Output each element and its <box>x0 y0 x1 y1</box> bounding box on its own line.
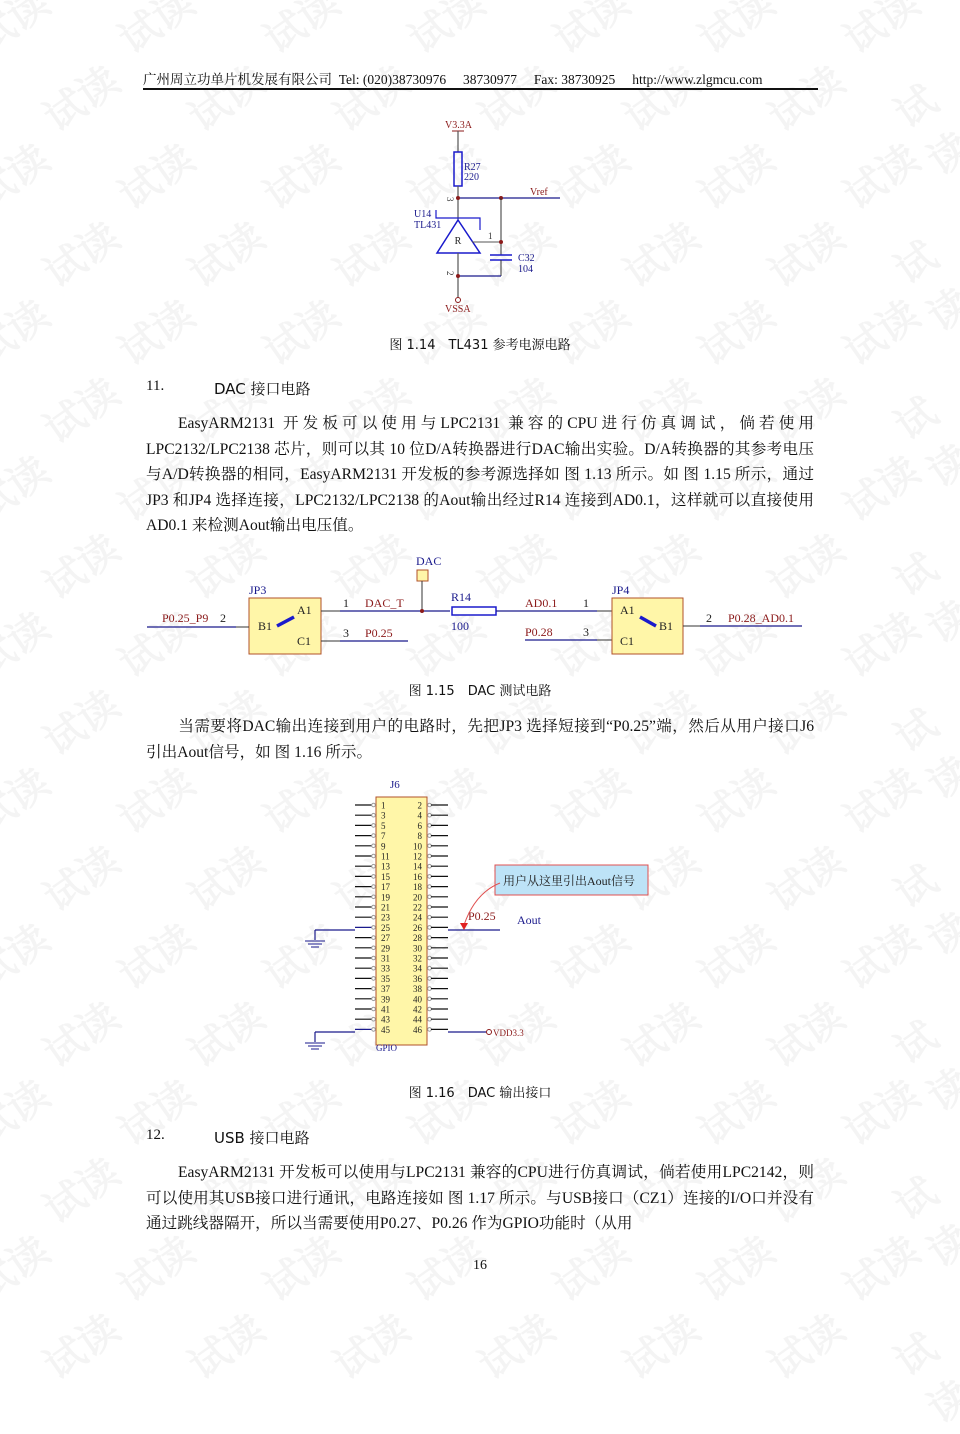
watermark-text <box>756 986 854 1079</box>
svg-text:45: 45 <box>381 1024 390 1035</box>
section-11-number: 11. <box>146 378 165 394</box>
svg-text:R: R <box>454 236 462 247</box>
watermark-text <box>106 0 204 65</box>
watermark-text <box>831 128 929 221</box>
svg-text:1: 1 <box>343 596 349 610</box>
svg-text:13: 13 <box>381 861 390 872</box>
watermark-text <box>611 50 709 143</box>
watermark-text <box>0 1064 59 1157</box>
svg-text:9: 9 <box>381 841 386 852</box>
watermark-text <box>31 830 129 923</box>
svg-text:220: 220 <box>464 172 479 183</box>
watermark-text <box>176 986 274 1079</box>
svg-text:U14: U14 <box>414 209 432 220</box>
watermark-text <box>0 128 59 221</box>
svg-text:1: 1 <box>381 800 386 811</box>
watermark-text <box>611 1298 709 1391</box>
svg-text:30: 30 <box>413 943 422 954</box>
section-12-paragraph: EasyARM2131 开发板可以使用与LPC2131 兼容的CPU进行仿真调试，倘若使用LPC2142，则可以使用其USB接口进行通讯，电路连接如 图 1.17 所示。与USB接口（CZ1）连接的I/O口并没有通过跳线器隔开，所以当需要使用P0.27、P0.26 作为GPIO功能时（从用 <box>146 1164 814 1232</box>
resistor-r27 <box>454 152 462 186</box>
svg-text:21: 21 <box>381 902 390 913</box>
header-company: 广州周立功单片机发展有限公司 <box>143 72 332 87</box>
svg-text:3: 3 <box>445 197 455 202</box>
svg-text:46: 46 <box>413 1024 422 1035</box>
watermark-text <box>176 830 274 923</box>
svg-text:2: 2 <box>220 611 226 625</box>
page-number: 16 <box>473 1258 487 1273</box>
svg-text:25: 25 <box>381 922 390 933</box>
watermark-text <box>251 0 349 65</box>
watermark-text <box>882 1000 960 1122</box>
watermark-text <box>31 50 129 143</box>
watermark-text <box>0 752 59 845</box>
svg-text:26: 26 <box>413 922 422 933</box>
section-12-number: 12. <box>146 1127 165 1143</box>
watermark-text <box>0 284 59 377</box>
page-header <box>143 68 818 88</box>
svg-text:GPIO: GPIO <box>376 1043 398 1053</box>
svg-text:14: 14 <box>413 861 422 872</box>
svg-text:C1: C1 <box>620 634 635 648</box>
svg-text:用户从这里引出Aout信号: 用户从这里引出Aout信号 <box>503 874 636 888</box>
svg-text:11: 11 <box>381 851 390 862</box>
watermark-text <box>686 752 784 845</box>
svg-text:104: 104 <box>518 264 533 275</box>
svg-text:DAC_T: DAC_T <box>365 596 404 610</box>
svg-text:1: 1 <box>583 596 589 610</box>
svg-text:R27: R27 <box>464 162 481 173</box>
svg-text:10: 10 <box>413 841 422 852</box>
watermark-text <box>882 220 960 342</box>
svg-text:36: 36 <box>413 973 422 984</box>
watermark-text <box>541 1064 639 1157</box>
svg-text:Aout: Aout <box>517 913 541 927</box>
svg-text:AD0.1: AD0.1 <box>525 596 558 610</box>
svg-text:C1: C1 <box>297 634 312 648</box>
watermark-text <box>31 362 129 455</box>
svg-text:3: 3 <box>583 625 589 639</box>
svg-text:29: 29 <box>381 943 390 954</box>
svg-text:16: 16 <box>413 871 422 882</box>
watermark-text <box>396 0 494 65</box>
figure-1-16-caption: 图 1.16 DAC 输出接口 <box>408 1086 552 1101</box>
svg-text:44: 44 <box>413 1014 422 1025</box>
watermark-text <box>176 1298 274 1391</box>
svg-text:5: 5 <box>381 820 386 831</box>
header-url[interactable]: http://www.zlgmcu.com <box>632 72 763 87</box>
svg-text:1: 1 <box>488 231 493 241</box>
svg-text:20: 20 <box>413 892 422 903</box>
watermark-text <box>611 206 709 299</box>
header-tel2: 38730977 <box>463 72 518 87</box>
watermark-text <box>831 440 929 533</box>
svg-text:39: 39 <box>381 994 390 1005</box>
svg-text:32: 32 <box>413 953 422 964</box>
svg-text:P0.28_AD0.1: P0.28_AD0.1 <box>728 611 795 625</box>
watermark-text <box>106 128 204 221</box>
svg-text:8: 8 <box>417 831 422 842</box>
watermark-text <box>686 128 784 221</box>
arrow-icon <box>460 923 468 930</box>
svg-text:P0.28: P0.28 <box>525 625 553 639</box>
svg-text:R14: R14 <box>451 590 472 604</box>
svg-text:33: 33 <box>381 963 390 974</box>
svg-text:41: 41 <box>381 1004 390 1015</box>
watermark-text <box>0 908 59 1001</box>
test-point-dac <box>417 570 428 581</box>
watermark-text <box>0 440 59 533</box>
watermark-text <box>686 908 784 1001</box>
svg-text:40: 40 <box>413 994 422 1005</box>
svg-text:12: 12 <box>413 851 422 862</box>
svg-text:B1: B1 <box>659 619 674 633</box>
watermark-text <box>466 1298 564 1391</box>
svg-text:6: 6 <box>417 820 422 831</box>
watermark-text <box>176 206 274 299</box>
watermark-text <box>686 1064 784 1157</box>
section-11-paragraph: EasyARM2131 开发板可以使用与LPC2131 兼容的CPU进行仿真调试，倘若使用LPC2132/LPC2138 芯片，则可以其 10 位D/A转换器进行DAC输出实验。D/A转换器的其参考电压与A/D转换器的相同，EasyARM2131 开发板的参考源选择如 图 1.13 所示。如 图 1.15 所示，通过JP3 和JP4 选择连接，LPC2132/LPC2138 的Aout输出经过R14 连接到AD0.1，这样就可以直接使用AD0.1 来检测Aout输出电压值。 <box>146 415 814 534</box>
watermark-text <box>251 128 349 221</box>
svg-text:17: 17 <box>381 882 390 893</box>
net-vref: Vref <box>530 187 548 198</box>
svg-text:VDD3.3: VDD3.3 <box>493 1028 524 1038</box>
section-11-title: DAC 接口电路 <box>214 380 311 398</box>
svg-text:43: 43 <box>381 1014 390 1025</box>
svg-text:37: 37 <box>381 984 390 995</box>
watermark-text <box>756 206 854 299</box>
net-vssa: VSSA <box>445 304 471 315</box>
svg-text:7: 7 <box>381 831 386 842</box>
watermark-text <box>831 0 929 65</box>
watermark-text <box>831 908 929 1001</box>
figure-1-15-caption: 图 1.15 DAC 测试电路 <box>408 684 552 699</box>
svg-text:C32: C32 <box>518 253 535 264</box>
figure-1-14-schematic <box>400 112 580 322</box>
watermark-text <box>831 596 929 689</box>
figure-1-16-schematic <box>300 775 660 1060</box>
svg-text:2: 2 <box>445 271 455 276</box>
svg-text:18: 18 <box>413 882 422 893</box>
watermark-text <box>106 908 204 1001</box>
svg-text:JP3: JP3 <box>249 583 267 597</box>
svg-text:JP4: JP4 <box>612 583 630 597</box>
resistor-r14 <box>452 607 496 615</box>
svg-text:34: 34 <box>413 963 422 974</box>
watermark-text <box>831 752 929 845</box>
svg-text:23: 23 <box>381 912 390 923</box>
svg-text:2: 2 <box>417 800 422 811</box>
watermark-text <box>882 1312 960 1434</box>
svg-text:B1: B1 <box>258 619 273 633</box>
watermark-text <box>31 1142 129 1235</box>
svg-text:27: 27 <box>381 933 390 944</box>
svg-text:31: 31 <box>381 953 390 964</box>
watermark-text <box>686 284 784 377</box>
watermark-text <box>31 518 129 611</box>
svg-text:2: 2 <box>706 611 712 625</box>
watermark-text <box>882 376 960 498</box>
watermark-text <box>0 596 59 689</box>
watermark-text <box>756 1298 854 1391</box>
svg-text:P0.25: P0.25 <box>468 909 496 923</box>
svg-text:24: 24 <box>413 912 422 923</box>
ground-icon <box>305 941 325 947</box>
watermark-text <box>831 1064 929 1157</box>
figure-1-14-caption: 图 1.14 TL431 参考电源电路 <box>389 338 571 353</box>
svg-text:3: 3 <box>343 626 349 640</box>
watermark-text <box>882 688 960 810</box>
svg-text:28: 28 <box>413 933 422 944</box>
figure-1-15-schematic <box>140 550 820 665</box>
svg-text:TL431: TL431 <box>414 220 442 231</box>
watermark-text <box>31 1298 129 1391</box>
watermark-text <box>882 64 960 186</box>
watermark-text <box>106 284 204 377</box>
watermark-text <box>756 50 854 143</box>
watermark-text <box>882 532 960 654</box>
svg-text:3: 3 <box>381 810 386 821</box>
watermark-text <box>686 0 784 65</box>
ground-icon <box>305 1043 325 1049</box>
test-point-dac-label: DAC <box>416 554 442 568</box>
svg-text:P0.25_P9: P0.25_P9 <box>162 611 209 625</box>
svg-text:J6: J6 <box>390 779 400 791</box>
header-tel: Tel: (020)38730976 <box>338 72 447 87</box>
watermark-text <box>396 1064 494 1157</box>
svg-text:A1: A1 <box>620 603 635 617</box>
svg-text:22: 22 <box>413 902 422 913</box>
net-v33a: V3.3A <box>445 120 472 131</box>
watermark-text <box>831 284 929 377</box>
watermark-text <box>0 0 59 65</box>
watermark-text <box>541 0 639 65</box>
header-rule <box>143 88 818 90</box>
watermark-text <box>176 50 274 143</box>
section-12-title: USB 接口电路 <box>214 1129 310 1147</box>
svg-text:4: 4 <box>417 810 422 821</box>
watermark-text <box>321 1298 419 1391</box>
watermark-text <box>106 752 204 845</box>
watermark-text <box>31 986 129 1079</box>
svg-text:15: 15 <box>381 871 390 882</box>
header-fax: Fax: 38730925 <box>533 72 616 87</box>
svg-text:P0.25: P0.25 <box>365 626 393 640</box>
svg-text:38: 38 <box>413 984 422 995</box>
svg-text:A1: A1 <box>297 603 312 617</box>
svg-text:42: 42 <box>413 1004 422 1015</box>
watermark-text <box>31 206 129 299</box>
watermark-text <box>756 830 854 923</box>
svg-text:100: 100 <box>451 619 469 633</box>
watermark-text <box>251 284 349 377</box>
svg-text:35: 35 <box>381 973 390 984</box>
svg-text:19: 19 <box>381 892 390 903</box>
watermark-text <box>882 844 960 966</box>
paragraph-dac-output: 当需要将DAC输出连接到用户的电路时，先把JP3 选择短接到“P0.25”端，然后从用户接口J6 引出Aout信号，如 图 1.16 所示。 <box>146 718 814 761</box>
